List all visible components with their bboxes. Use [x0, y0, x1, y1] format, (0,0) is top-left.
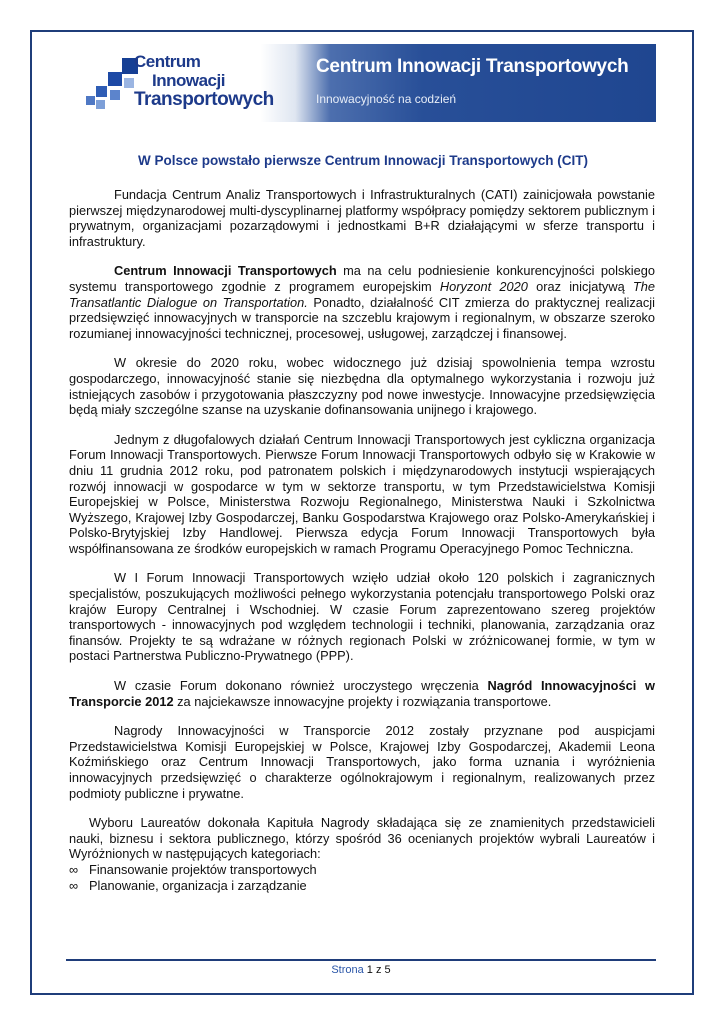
- list-item: [69, 862, 655, 878]
- infinity-bullet-icon: ∞: [69, 877, 79, 893]
- page-footer: [66, 964, 656, 976]
- footer-divider: [66, 959, 656, 961]
- logo-line-3: Transportowych: [134, 89, 274, 110]
- paragraph-8: Wyboru Laureatów dokonała Kapituła Nagrody składająca się ze znamienitych przedstawicieli nauki, biznesu i sektora publicznego, którzy spośród 36 ocenianych projektów wybrali Laureatów i Wyróżnionych w następujących kategoriach:: [69, 815, 655, 862]
- paragraph-3: W okresie do 2020 roku, wobec widocznego już dzisiaj spowolnienia tempa wzrostu gospodarczego, innowacyjność stanie się niezbędna dla optymalnego wykorzystania i rozwoju już istniejących zasobów i przygotowania płaszczyzny pod nowe inwestycje. Innowacyjne przedsięwzięcia będą miały szczególne szanse na uzyskanie dofinansowania unijnego i krajowego.: [69, 355, 655, 418]
- footer-page-label: Strona: [331, 964, 364, 976]
- p2-italic-1: Horyzont 2020: [439, 278, 528, 294]
- paragraph-7: Nagrody Innowacyjności w Transporcie 2012 zostały przyznane pod auspicjami Przedstawicielstwa Komisji Europejskiej w Polsce, Krajowej Izby Gospodarczej, Akademii Leona Koźmińskiego oraz Centrum Innowacji Transportowych, jako forma uznania i wyróżnienia innowacyjnych przedsięwzięć o charakterze ogólnokrajowym i regionalnym, realizowanych przez podmioty publiczne i prywatne.: [69, 723, 655, 801]
- banner-subtitle: Innowacyjność na codzień: [316, 92, 457, 106]
- paragraph-4: Jednym z długofalowych działań Centrum Innowacji Transportowych jest cykliczna organizacja Forum Innowacji Transportowych. Pierwsze Forum Innowacji Transportowych odbyło się w Krakowie w dniu 11 grudnia 2012 roku, pod patronatem polskich i międzynarodowych instytucji wspierających rozwój innowacji w gospodarce w tym w sektorze transportu, w tym Przedstawicielstwa Komisji Europejskiej w Polsce, Ministerstwa Rozwoju Regionalnego, Ministerstwa Nauki i Szkolnictwa Wyższego, Krajowej Izby Gospodarczej, Banku Gospodarstwa Krajowego oraz Polsko-Amerykańskiej i Polsko-Brytyjskiej Izby Handlowej. Pierwsza edycja Forum Innowacji Transportowych była współfinansowana ze środków europejskich w ramach Programu Operacyjnego Pomoc Techniczna.: [69, 431, 655, 556]
- logo-line-2: Innowacji: [152, 71, 225, 90]
- footer-separator: z: [375, 964, 382, 976]
- document-heading: W Polsce powstało pierwsze Centrum Innowacji Transportowych (CIT): [137, 153, 589, 168]
- paragraph-6: [69, 678, 655, 709]
- footer-page-total: 5: [384, 964, 391, 976]
- document-body: [69, 187, 655, 893]
- paragraph-5: W I Forum Innowacji Transportowych wzięło udział około 120 polskich i zagranicznych specjalistów, poszukujących możliwości pełnego wykorzystania potencjału transportowego Polski oraz krajów Europy Centralnej i Wschodniej. W czasie Forum zaprezentowano szereg projektów transportowych - innowacyjnych pod względem technologii i techniki, planowania, zarządzania oraz finansów. Projekty te są wdrażane w różnych regionach Polski w zróżnicowanej formie, w tym w postaci Partnerstwa Publiczno-Prywatnego (PPP).: [69, 570, 655, 664]
- p6-text-a: W czasie Forum dokonano również uroczystego wręczenia: [114, 678, 488, 694]
- logo-wordmark: [134, 52, 274, 109]
- p2-italic-2: The Transatlantic Dialogue on Transportation.: [69, 278, 655, 310]
- p6-text-b: za najciekawsze innowacyjne projekty i rozwiązania transportowe.: [173, 693, 552, 709]
- p6-bold: Nagród Innowacyjności w Transporcie 2012: [69, 678, 655, 709]
- p2-bold: Centrum Innowacji Transportowych: [114, 263, 337, 279]
- p2-text-c: Ponadto, działalność CIT zmierza do praktycznej realizacji przedsięwzięć innowacyjnych w transporcie na szczeblu krajowym i regionalnym, w obszarze szeroko rozumianej innowacyjności technicznej, procesowej, usługowej, zarządczej i finansowej.: [69, 294, 655, 341]
- list-item-text: Planowanie, organizacja i zarządzanie: [89, 877, 307, 893]
- category-list: [69, 862, 655, 893]
- logo-line-1: Centrum: [134, 52, 201, 71]
- list-item: [69, 878, 655, 894]
- list-item-text: Finansowanie projektów transportowych: [89, 861, 317, 877]
- p2-text-a: ma na celu podniesienie konkurencyjności polskiego systemu transportowego zgodnie z programem europejskim: [69, 263, 655, 294]
- header-banner: [74, 44, 656, 122]
- footer-page-number: 1: [366, 964, 373, 976]
- infinity-bullet-icon: ∞: [69, 861, 79, 877]
- banner-title: Centrum Innowacji Transportowych: [316, 56, 629, 77]
- paragraph-1: Fundacja Centrum Analiz Transportowych i Infrastrukturalnych (CATI) zainicjowała powstanie pierwszej międzynarodowej multi-dyscyplinarnej platformy współpracy pomiędzy sektorem publicznym i prywatnym, organizacjami pozarządowymi i jednostkami B+R działającymi w sferze transportu i infrastruktury.: [69, 187, 655, 249]
- paragraph-2: [69, 263, 655, 341]
- p2-text-b: oraz inicjatywą: [527, 278, 633, 294]
